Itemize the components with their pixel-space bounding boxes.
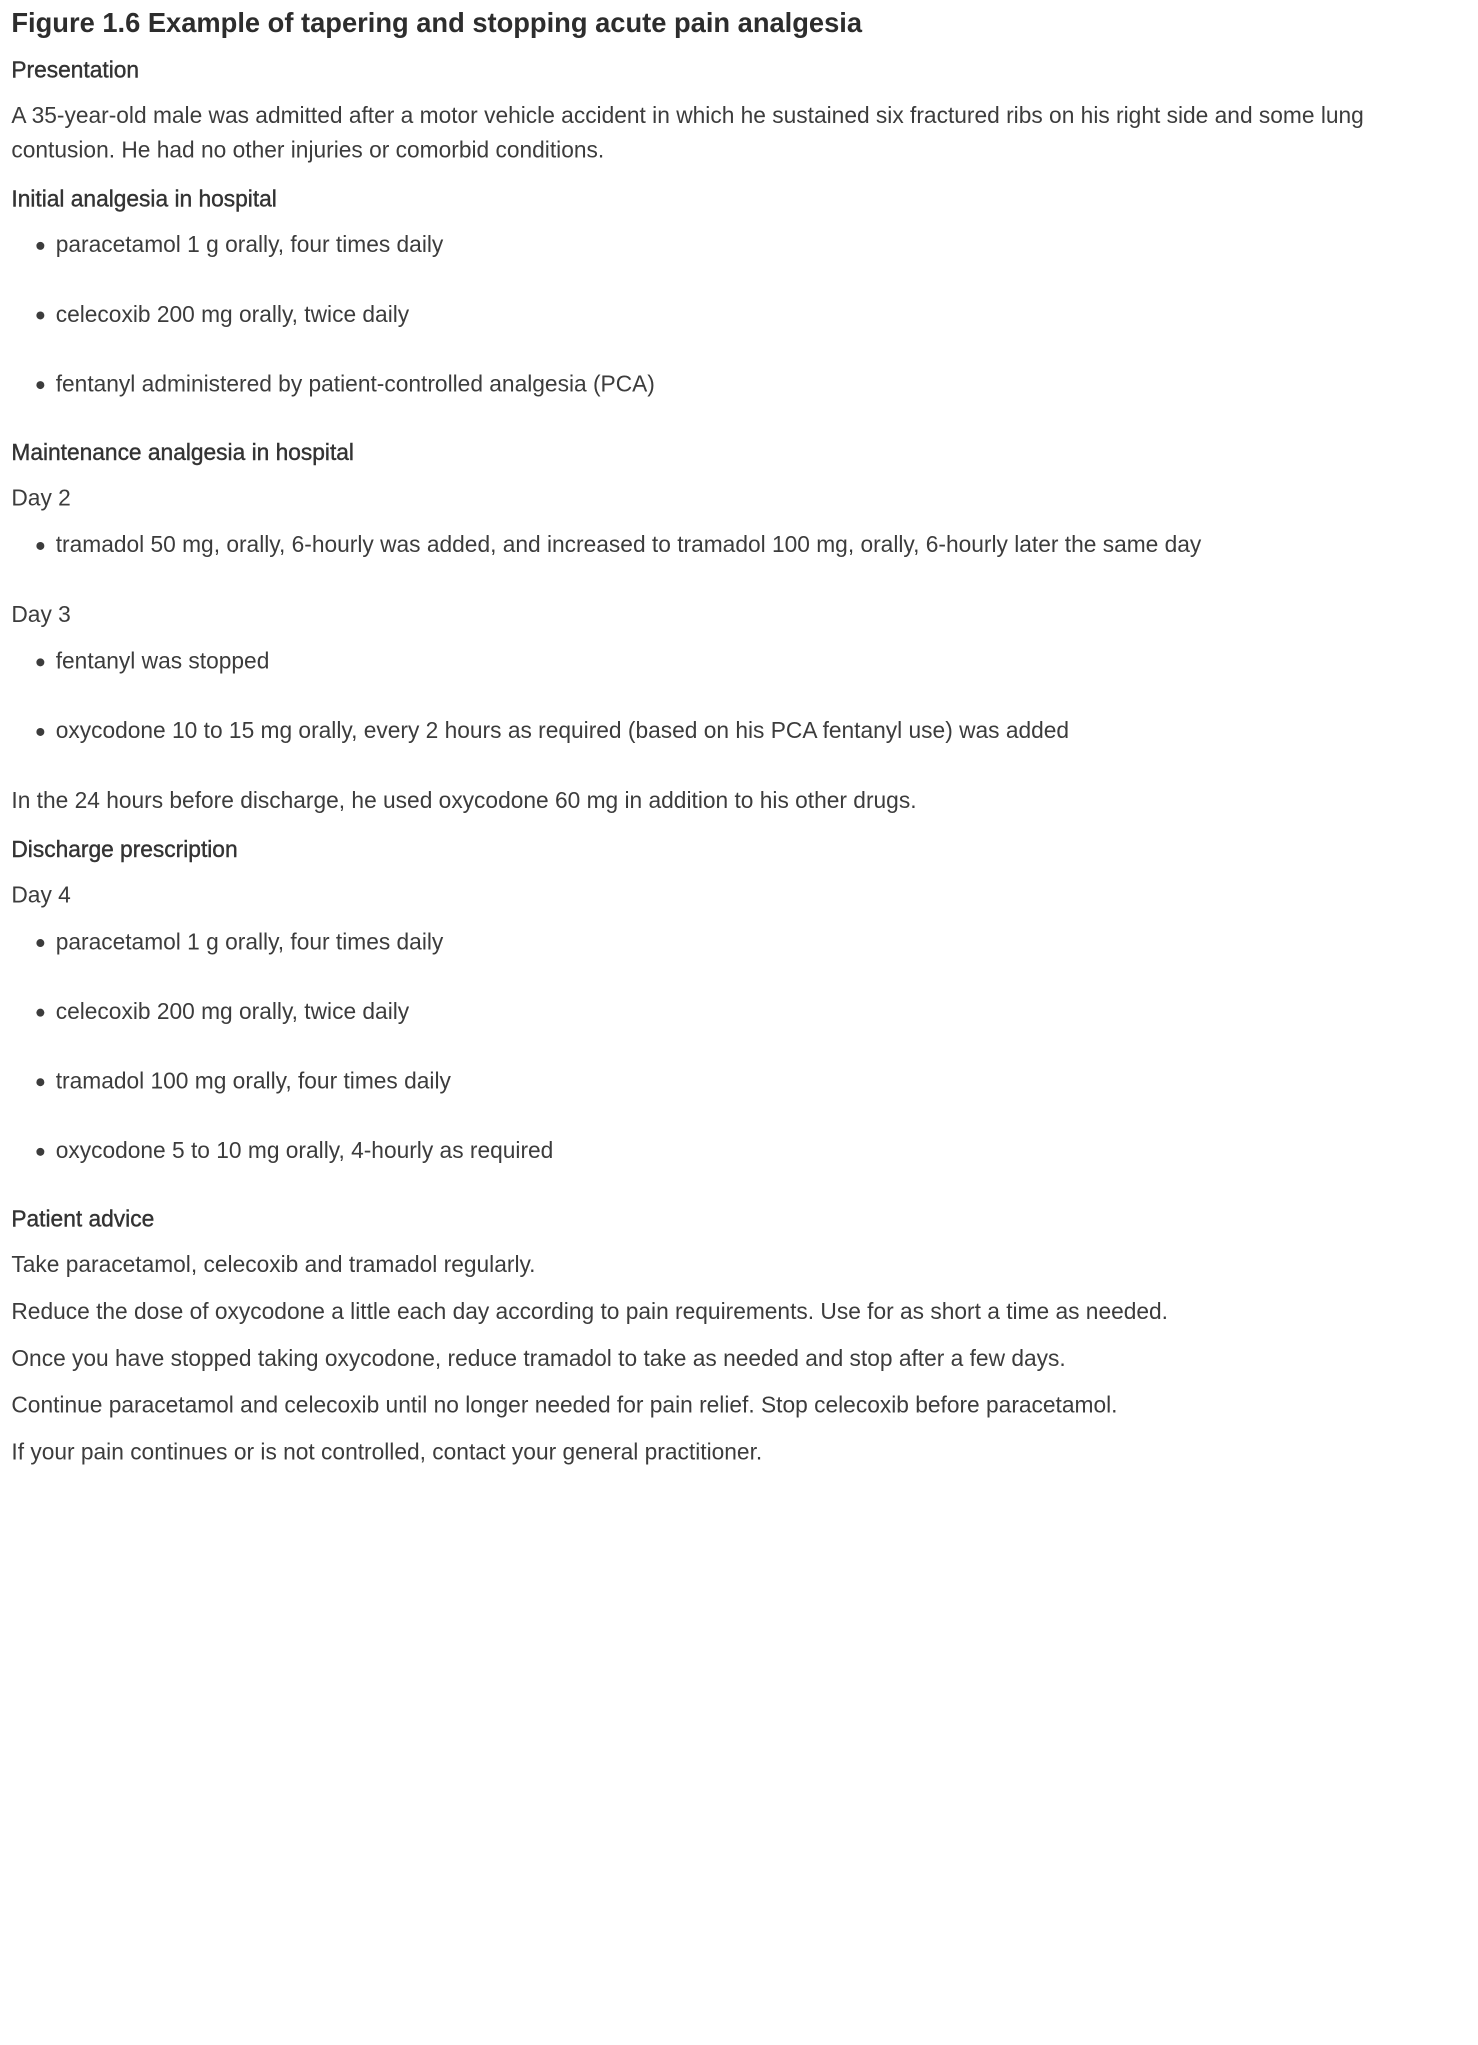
list-item: celecoxib 200 mg orally, twice daily <box>11 995 1466 1029</box>
figure-content <box>11 0 1466 1470</box>
figure-title: Figure 1.6 Example of tapering and stopping acute pain analgesia <box>11 7 863 39</box>
list-item: celecoxib 200 mg orally, twice daily <box>11 298 1466 332</box>
maintenance-analgesia-heading: Maintenance analgesia in hospital <box>11 440 354 466</box>
list-item: paracetamol 1 g orally, four times daily <box>11 925 1466 959</box>
list-item: paracetamol 1 g orally, four times daily <box>11 228 1466 262</box>
list-item: tramadol 100 mg orally, four times daily <box>11 1065 1466 1099</box>
advice-line: Continue paracetamol and celecoxib until no longer needed for pain relief. Stop celecoxib before paracetamol. <box>11 1393 1118 1419</box>
list-item: fentanyl administered by patient-controlled analgesia (PCA) <box>11 367 1466 401</box>
day-4-list <box>11 925 1466 1168</box>
day-2-list <box>11 528 1466 562</box>
advice-line: Take paracetamol, celecoxib and tramadol regularly. <box>11 1252 536 1278</box>
day-2-label: Day 2 <box>11 486 71 512</box>
initial-analgesia-heading: Initial analgesia in hospital <box>11 187 277 213</box>
presentation-text: A 35-year-old male was admitted after a motor vehicle accident in which he sustained six fractured ribs on his right side and some lung contusion. He had no other injuries or comorbid conditions. <box>11 103 1364 164</box>
list-item: tramadol 50 mg, orally, 6-hourly was added, and increased to tramadol 100 mg, orally, 6-hourly later the same day <box>11 528 1466 562</box>
patient-advice-heading: Patient advice <box>11 1207 155 1233</box>
advice-line: Reduce the dose of oxycodone a little each day according to pain requirements. Use for as short a time as needed. <box>11 1299 1169 1325</box>
presentation-heading: Presentation <box>11 58 140 84</box>
list-item: oxycodone 5 to 10 mg orally, 4-hourly as required <box>11 1134 1466 1168</box>
initial-analgesia-list <box>11 228 1466 401</box>
day-3-label: Day 3 <box>11 602 71 628</box>
advice-line: If your pain continues or is not controlled, contact your general practitioner. <box>11 1439 763 1466</box>
discharge-prescription-heading: Discharge prescription <box>11 837 238 863</box>
day-4-label: Day 4 <box>11 883 71 909</box>
pre-discharge-note: In the 24 hours before discharge, he used oxycodone 60 mg in addition to his other drugs. <box>11 788 917 814</box>
advice-line: Once you have stopped taking oxycodone, reduce tramadol to take as needed and stop after a few days. <box>11 1346 1066 1372</box>
day-3-list <box>11 645 1466 749</box>
list-item: oxycodone 10 to 15 mg orally, every 2 hours as required (based on his PCA fentanyl use) was added <box>11 714 1466 748</box>
list-item: fentanyl was stopped <box>11 645 1466 679</box>
